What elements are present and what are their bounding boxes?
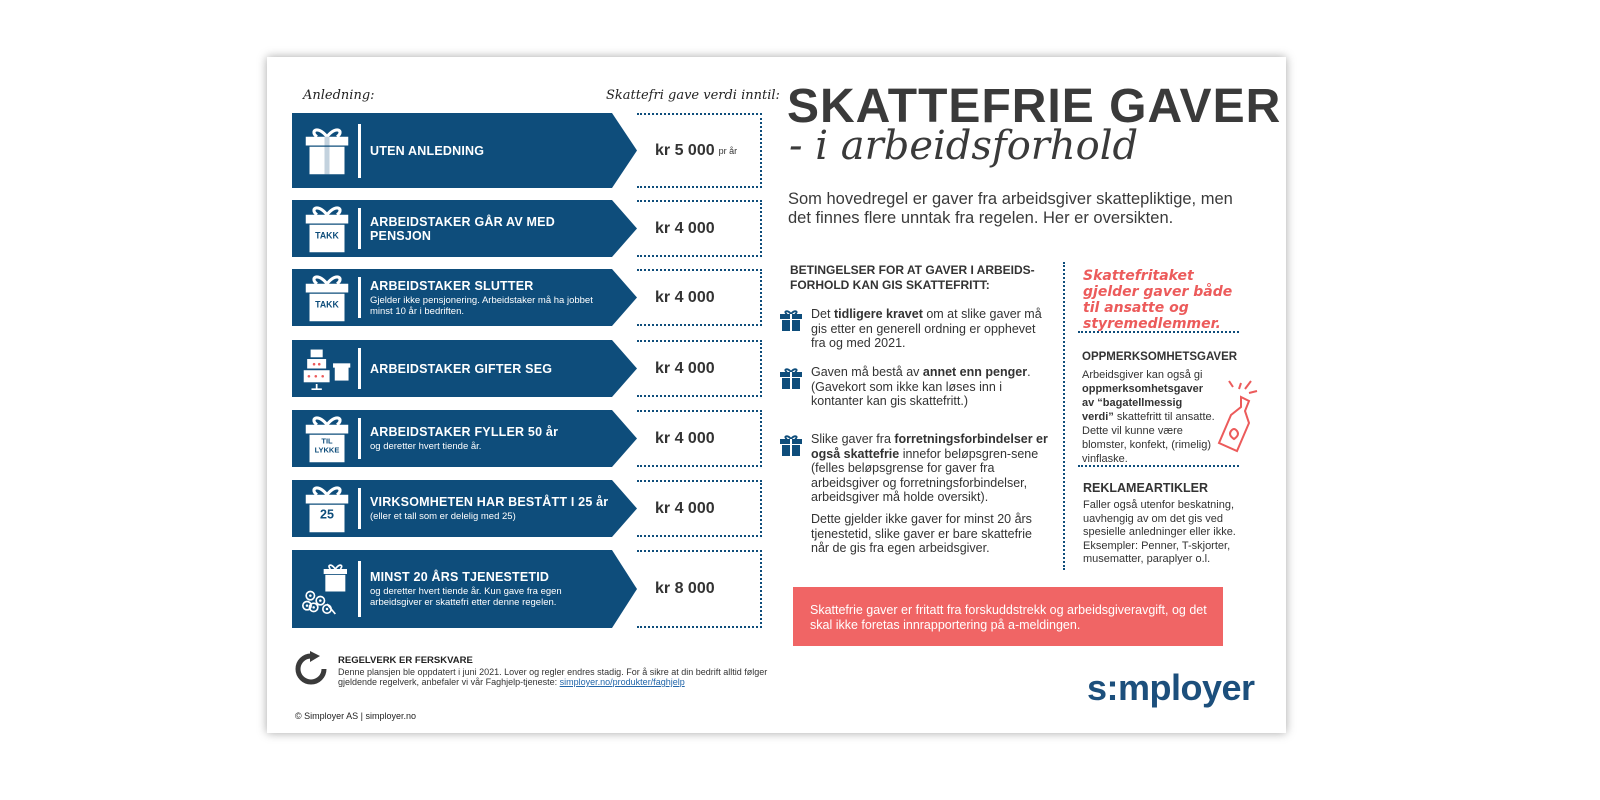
occasion-row [292, 200, 762, 257]
occasion-arrow [292, 200, 637, 257]
occasion-subtitle: og deretter hvert tiende år. Kun gave fra egen arbeidsgiver er skattefri etter denne regelen. [370, 586, 562, 608]
occasion-title: ARBEIDSTAKER GÅR AV MED PENSJON [370, 214, 555, 243]
occasion-subtitle: Gjelder ikke pensjonering. Arbeidstaker må ha jobbet minst 10 år i bedriften. [370, 294, 593, 317]
occasion-arrow [292, 410, 637, 467]
gift-bullet-icon [779, 309, 803, 331]
occasion-value [637, 113, 762, 188]
row-divider [358, 418, 361, 459]
occasion-row [292, 269, 762, 326]
gift-box-takk-icon [302, 200, 352, 257]
occasion-title: VIRKSOMHETEN HAR BESTÅTT I 25 år [370, 495, 609, 509]
rules-note [293, 649, 768, 689]
value-header: Skattefri gave verdi inntil: [606, 88, 780, 103]
faghjelp-link[interactable]: simployer.no/produkter/faghjelp [559, 677, 685, 687]
occasion-title: ARBEIDSTAKER SLUTTER [370, 278, 534, 293]
occasion-title: UTEN ANLEDNING [370, 143, 485, 158]
occasion-title: ARBEIDSTAKER FYLLER 50 år [370, 425, 559, 439]
value-amount: kr 4 000 [655, 219, 715, 237]
champagne-bottle-icon [1211, 375, 1261, 455]
occasion-arrow [292, 340, 637, 397]
opp-body: Arbeidsgiver kan også gi oppmerksomhetsgaver av “bagatellmessig verdi” skattefritt til ansatte. Dette vil kunne være blomster, konfekt, (rimelig) vinflaske. [1082, 369, 1215, 465]
wedding-cake-icon [302, 340, 352, 397]
value-amount: kr 4 000 [655, 429, 715, 447]
occasion-value [637, 200, 762, 257]
occasion-row [292, 480, 762, 537]
simployer-logo: s:mployer [1087, 667, 1255, 708]
infographic-sheet: Anledning: Skattefri gave verdi inntil: UTEN ANLEDNING kr 5 000 pr år TAKK ARBEIDSTAKER GÅR AV MED PENSJON kr 4 000 TAKK ARBEIDSTAKER SLUTTER Gjelder ikke pensjonering. Arbeidstaker må ha jobbet minst 10 år i bedriften. kr 4 000 ARBEIDSTAKER GIFTER SEG kr 4 000 TIL LYKKE ARBEIDSTAKER FYLLER 50 år og deretter hvert tiende år. kr 4 000 25 VIRKSOMHETEN HAR BESTÅTT I 25 år (eller et tall som er delelig med 25) kr 4 000 MINST 20 ÅRS TJENESTETID og deretter hvert tiende år. Kun gave fra egen arbeidsgiver er skattefri etter denne regelen. kr 8 000 REGELVERK ER FERSKVARE Denne plansjen ble oppdatert i juni 2021. Lover og regler endres stadig. For å sikre at din bedrift alltid følger gjeldende regelverk, anbefaler vi vår Faghjelp-tjeneste: simployer.no/produkter/faghjelp © Simployer AS | simployer.no SKATTEFRIE GAVER - i arbeidsforhold Som hovedregel er gaver fra arbeidsgiver skattepliktige, men det finnes flere unntak fra regelen. Her er oversikten. BETINGELSER FOR AT GAVER I ARBEIDS-FORHOLD KAN GIS SKATTEFRITT: Det tidligere kravet om at slike gaver må gis etter en generell ordning er opphevet fra og med 2021. Gaven må bestå av annet enn penger. (Gavekort som ikke kan løses inn i kontanter kan gis skattefritt.) Slike gaver fra forretningsforbindelser er også skattefrie innefor beløpsgren-sene (felles beløpsgrense for gaver fra arbeidsgiver og forretningsforbindelser, arbeidsgiver må holde oversikt). Dette gjelder ikke gaver for minst 20 års tjenestetid, slike gaver er bare skattefrie når de gis fra egen arbeidsgiver. Skattefritaket gjelder gaver både til ansatte og styremedlemmer. OPPMERKSOMHETSGAVER Arbeidsgiver kan også gi oppmerksomhetsgaver av “bagatellmessig verdi” skattefritt til ansatte. Dette vil kunne være blomster, konfekt, (rimelig) vinflaske. REKLAMEARTIKLER Faller også utenfor beskatning, uavhengig av om det gis ved spesielle anledninger eller ikke. Eksempler: Penner, T-skjorter, musematter, paraplyer o.l. Skattefrie gaver er fritatt fra forskuddstrekk og arbeidsgiveravgift, og det skal ikke foretas innrapportering på a-meldingen. s:mployer [267, 57, 1286, 733]
value-suffix: pr år [718, 145, 738, 156]
occasion-value [637, 480, 762, 537]
opp-title: OPPMERKSOMHETSGAVER [1082, 351, 1238, 363]
gift-bullet-icon [779, 434, 803, 456]
gift-box-lykke-icon [302, 410, 352, 467]
flowers-gift-icon [302, 550, 352, 628]
value-amount: kr 4 000 [655, 499, 715, 517]
svg-text:TAKK: TAKK [315, 230, 339, 241]
occasion-subtitle: og deretter hvert tiende år. [370, 441, 482, 452]
svg-text:TIL: TIL [321, 436, 333, 446]
rules-body: Denne plansjen ble oppdatert i juni 2021. Lover og regler endres stadig. For å sikre at din bedrift alltid følger gjeldende regelverk, anbefaler vi vår Faghjelp-tjeneste: simployer.no/produkter/faghjelp [338, 667, 768, 687]
row-divider [358, 561, 361, 617]
value-amount: kr 4 000 [655, 359, 715, 377]
info-banner: Skattefrie gaver er fritatt fra forskuddstrekk og arbeidsgiveravgift, og det skal ikke foretas innrapportering på a-meldingen. [793, 587, 1223, 646]
refresh-icon [293, 651, 329, 687]
occasion-value [637, 410, 762, 467]
occasion-title: ARBEIDSTAKER GIFTER SEG [370, 361, 553, 376]
occasion-value [637, 269, 762, 326]
occasion-title: MINST 20 ÅRS TJENESTETID [370, 570, 550, 584]
row-divider [358, 277, 361, 318]
row-divider [358, 488, 361, 529]
svg-text:25: 25 [320, 507, 334, 522]
occasion-subtitle: (eller et tall som er delelig med 25) [370, 511, 516, 522]
value-amount: kr 5 000 [655, 141, 715, 159]
svg-text:TAKK: TAKK [315, 299, 339, 310]
occasion-header: Anledning: [303, 88, 375, 103]
gift-box-takk-icon [302, 269, 352, 326]
occasion-value [637, 340, 762, 397]
gift-box-25-icon [302, 480, 352, 537]
divider [1078, 465, 1239, 467]
occasion-row [292, 410, 762, 467]
occasion-row [292, 550, 762, 628]
gift-bullet-icon [779, 367, 803, 389]
value-amount: kr 8 000 [655, 580, 715, 597]
gift-box-icon [302, 113, 352, 188]
divider [1078, 331, 1239, 333]
svg-text:LYKKE: LYKKE [314, 445, 340, 455]
row-divider [358, 348, 361, 389]
occasion-arrow [292, 269, 637, 326]
value-amount: kr 4 000 [655, 288, 715, 306]
occasion-value [637, 550, 762, 628]
occasion-row [292, 340, 762, 397]
rules-title: REGELVERK ER FERSKVARE [338, 655, 473, 666]
red-note: Skattefritaket gjelder gaver både til ansatte og styremedlemmer. [1083, 268, 1233, 332]
conditions-heading: BETINGELSER FOR AT GAVER I ARBEIDS-FORHOLD KAN GIS SKATTEFRITT: [790, 263, 1035, 292]
row-divider [358, 208, 361, 249]
rek-body: Faller også utenfor beskatning, uavhengig av om det gis ved spesielle anledninger eller ikke. Eksempler: Penner, T-skjorter, musematter, paraplyer o.l. [1083, 499, 1236, 565]
occasion-arrow [292, 550, 637, 628]
page-subtitle: - i arbeidsforhold [789, 123, 1139, 169]
intro-text: Som hovedregel er gaver fra arbeidsgiver skattepliktige, men det finnes flere unntak fra regelen. Her er oversikten. [788, 190, 1233, 227]
row-divider [358, 124, 361, 178]
occasion-arrow [292, 113, 637, 188]
vertical-divider [1063, 262, 1065, 570]
page-title: SKATTEFRIE GAVER [787, 80, 1282, 133]
copyright: © Simployer AS | simployer.no [295, 711, 417, 721]
rek-title: REKLAMEARTIKLER [1083, 481, 1208, 495]
occasion-arrow [292, 480, 637, 537]
occasion-row [292, 113, 762, 188]
